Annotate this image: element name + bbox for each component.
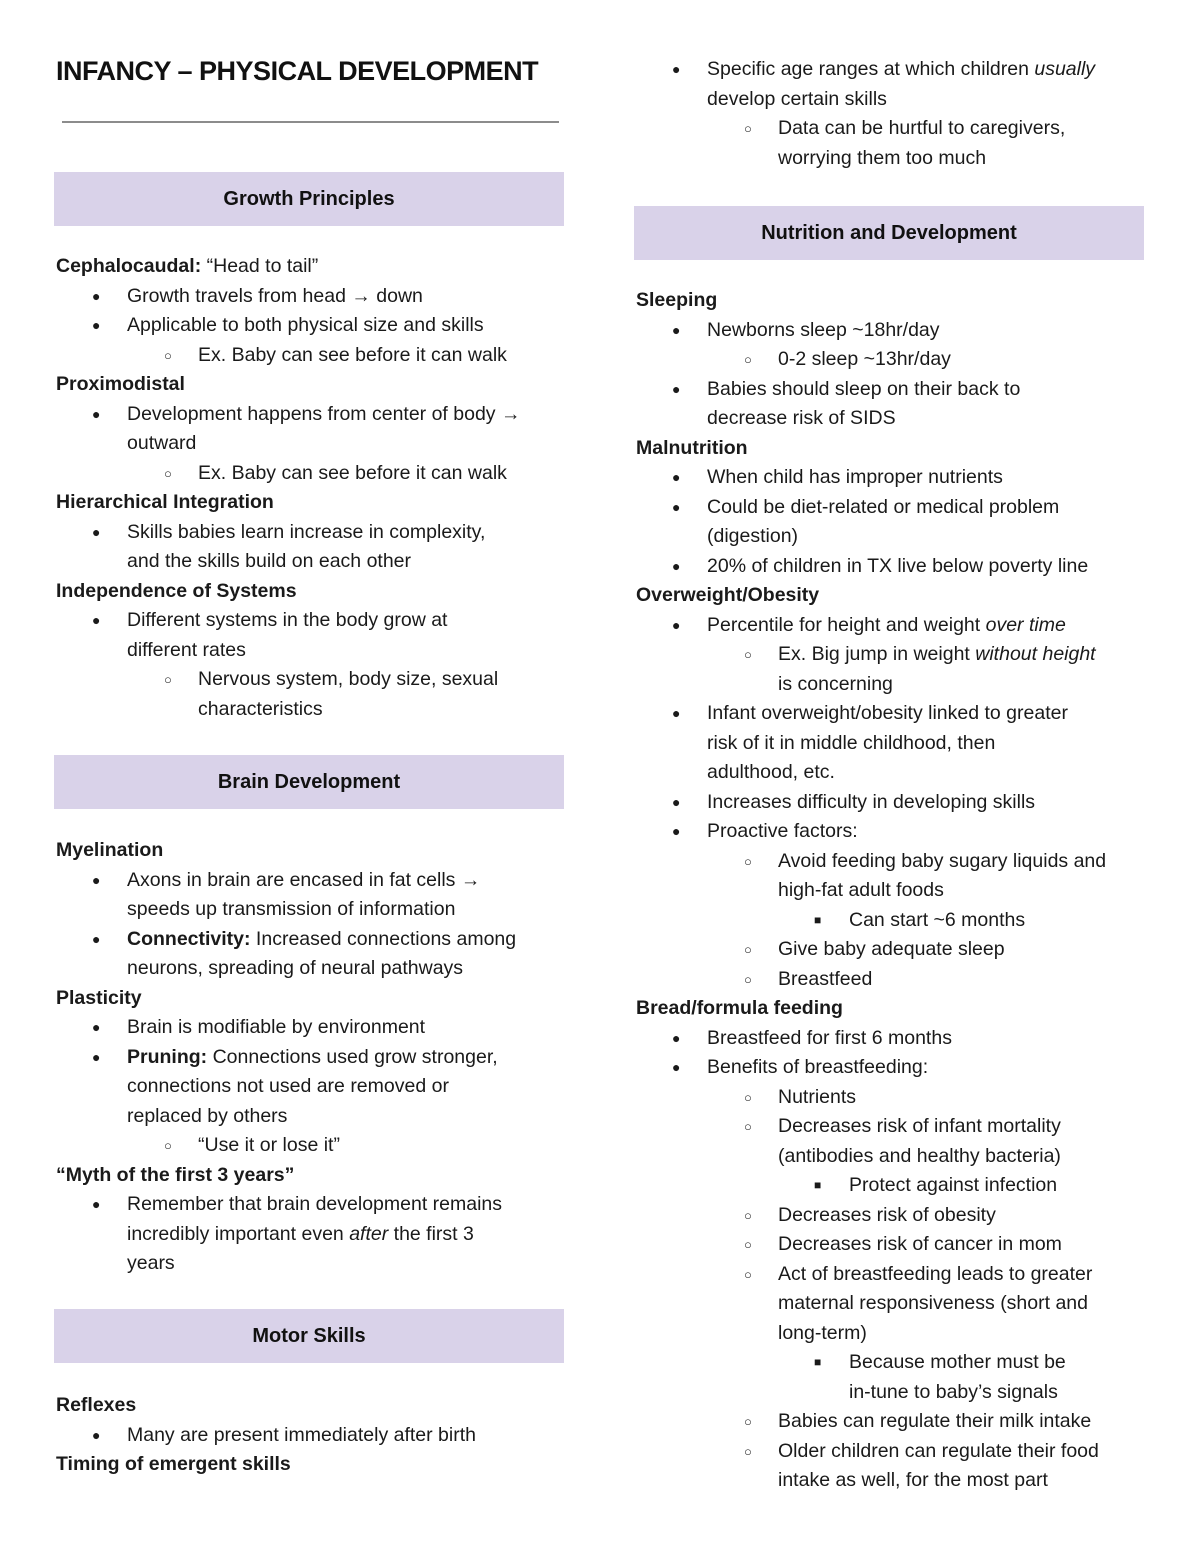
- circle-bullet-icon: ○: [744, 1237, 752, 1252]
- item-text: Breastfeed for first 6 months: [707, 1026, 952, 1049]
- circle-bullet-icon: ○: [744, 1207, 752, 1223]
- item-text: When child has improper nutrients: [707, 466, 1003, 488]
- circle-bullet-icon: ○: [164, 347, 172, 363]
- bullet-icon: ●: [92, 1196, 101, 1212]
- bullet-icon: ●: [92, 612, 101, 628]
- item-text: Specific age ranges at which children: [707, 58, 1035, 80]
- item-continuation: risk of it in middle childhood, then: [707, 731, 996, 754]
- motor-skills-content: [56, 1391, 568, 1480]
- item-text: Avoid feeding baby sugary liquids and: [778, 849, 1107, 872]
- item-text: Protect against infection: [849, 1174, 1058, 1196]
- circle-bullet-icon: ○: [744, 942, 752, 957]
- topic-heading: Malnutrition: [636, 436, 748, 459]
- item-text: Babies should sleep on their back to: [707, 377, 1021, 400]
- list-item: [56, 606, 568, 636]
- bullet-icon: ●: [672, 1059, 681, 1075]
- list-item: [56, 341, 568, 371]
- item-continuation: and the skills build on each other: [127, 550, 412, 572]
- item-text: Skills babies learn increase in complexity,: [127, 520, 486, 543]
- item-text: Act of breastfeeding leads to greater: [778, 1262, 1093, 1285]
- circle-bullet-icon: ○: [744, 1266, 752, 1282]
- list-item: [636, 1171, 1148, 1201]
- item-text: Newborns sleep ~18hr/day: [707, 318, 940, 341]
- item-continuation: worrying them too much: [778, 146, 987, 169]
- item-continuation: adulthood, etc.: [707, 761, 835, 783]
- list-item: [56, 925, 568, 955]
- circle-bullet-icon: ○: [744, 121, 752, 136]
- item-text: Give baby adequate sleep: [778, 938, 1005, 960]
- item-continuation: characteristics: [198, 697, 323, 720]
- list-item: [56, 518, 568, 548]
- motor-skills-continued: [636, 55, 1148, 173]
- item-text: Different systems in the body grow at: [127, 609, 448, 631]
- list-item: [636, 817, 1148, 847]
- item-text: Because mother must be: [849, 1351, 1066, 1373]
- item-text: 0-2 sleep ~13hr/day: [778, 348, 951, 370]
- list-item: [636, 1348, 1148, 1378]
- list-item: [56, 1131, 568, 1161]
- bullet-icon: ●: [672, 321, 681, 338]
- circle-bullet-icon: ○: [164, 1138, 172, 1153]
- bullet-icon: ●: [672, 498, 681, 515]
- list-item: [56, 1421, 568, 1451]
- item-text: Development happens from center of body →: [127, 402, 521, 425]
- item-text: Benefits of breastfeeding:: [707, 1056, 929, 1078]
- item-text: Ex. Baby can see before it can walk: [198, 343, 507, 366]
- topic-heading: Sleeping: [636, 289, 718, 311]
- list-item: [636, 1230, 1148, 1260]
- list-item: [636, 1407, 1148, 1437]
- list-item: [56, 1043, 568, 1073]
- item-text: Can start ~6 months: [849, 908, 1026, 931]
- topic-heading: Reflexes: [56, 1394, 137, 1416]
- list-item: [636, 965, 1148, 995]
- bullet-icon: ●: [672, 1029, 681, 1046]
- bullet-icon: ●: [672, 557, 681, 574]
- item-text: Ex. Big jump in weight: [778, 643, 976, 665]
- item-text: the first 3: [388, 1222, 474, 1245]
- list-item: [636, 316, 1148, 346]
- list-item: [636, 345, 1148, 375]
- item-continuation: decrease risk of SIDS: [707, 407, 896, 429]
- item-italic-text: without height: [975, 643, 1096, 665]
- list-item: [56, 459, 568, 489]
- item-continuation: connections not used are removed or: [127, 1075, 449, 1097]
- bullet-icon: ●: [672, 705, 681, 721]
- bullet-icon: ●: [92, 287, 101, 304]
- item-text: Brain is modifiable by environment: [127, 1016, 426, 1038]
- list-item: [636, 1112, 1148, 1142]
- item-text: Decreases risk of cancer in mom: [778, 1233, 1062, 1255]
- item-continuation: intake as well, for the most part: [778, 1469, 1048, 1491]
- list-item: [56, 282, 568, 312]
- square-bullet-icon: ■: [814, 1178, 822, 1192]
- circle-bullet-icon: ○: [744, 971, 752, 987]
- list-item: [636, 493, 1148, 523]
- item-continuation: long-term): [778, 1321, 867, 1344]
- item-text: Infant overweight/obesity linked to greater: [707, 702, 1068, 724]
- item-italic-text: over time: [985, 613, 1066, 636]
- list-item: [636, 552, 1148, 582]
- item-continuation: maternal responsiveness (short and: [778, 1292, 1088, 1314]
- topic-heading: “Myth of the first 3 years”: [56, 1163, 295, 1186]
- list-item: [56, 400, 568, 430]
- bullet-icon: ●: [92, 523, 101, 540]
- list-item: [56, 311, 568, 341]
- item-text: Older children can regulate their food: [778, 1439, 1099, 1462]
- list-item: [636, 55, 1148, 85]
- list-item: [56, 1190, 568, 1220]
- topic-heading: Proximodistal: [56, 373, 185, 395]
- item-continuation: [56, 1220, 568, 1250]
- list-item: [56, 665, 568, 695]
- circle-bullet-icon: ○: [744, 1119, 752, 1134]
- page-title: INFANCY – PHYSICAL DEVELOPMENT: [56, 56, 539, 86]
- item-continuation: develop certain skills: [707, 87, 887, 110]
- section-header-label: Growth Principles: [223, 187, 395, 210]
- bullet-icon: ●: [672, 61, 681, 77]
- topic-heading: Hierarchical Integration: [56, 491, 274, 513]
- item-text: Increases difficulty in developing skills: [707, 790, 1036, 813]
- item-continuation: speeds up transmission of information: [127, 898, 456, 920]
- item-text: Nutrients: [778, 1085, 857, 1108]
- item-text: Many are present immediately after birth: [127, 1423, 476, 1446]
- list-item: [636, 375, 1148, 405]
- topic-heading: Timing of emergent skills: [56, 1453, 291, 1475]
- brain-development-content: [56, 836, 568, 1279]
- topic-heading: Independence of Systems: [56, 579, 297, 602]
- bullet-icon: ●: [92, 871, 101, 888]
- bullet-icon: ●: [92, 317, 101, 333]
- item-continuation: neurons, spreading of neural pathways: [127, 957, 464, 979]
- item-text: Decreases risk of infant mortality: [778, 1115, 1061, 1137]
- item-bold-term: Connectivity:: [127, 927, 251, 950]
- circle-bullet-icon: ○: [744, 853, 752, 869]
- item-continuation: replaced by others: [127, 1104, 288, 1127]
- topic-heading: Plasticity: [56, 986, 142, 1009]
- topic-heading-rest: “Head to tail”: [201, 255, 319, 277]
- topic-heading: Overweight/Obesity: [636, 584, 820, 606]
- bullet-icon: ●: [672, 469, 681, 485]
- item-text: Connections used grow stronger,: [207, 1045, 498, 1068]
- item-continuation: in-tune to baby’s signals: [849, 1380, 1058, 1403]
- list-item: [636, 1053, 1148, 1083]
- bullet-icon: ●: [672, 823, 681, 839]
- list-item: [56, 866, 568, 896]
- section-header-label: Nutrition and Development: [761, 221, 1017, 244]
- bullet-icon: ●: [672, 380, 681, 397]
- list-item: [636, 1024, 1148, 1054]
- list-item: [636, 640, 1148, 670]
- square-bullet-icon: ■: [814, 1355, 822, 1369]
- item-text: Decreases risk of obesity: [778, 1203, 996, 1226]
- circle-bullet-icon: ○: [164, 672, 172, 687]
- item-continuation: (antibodies and healthy bacteria): [778, 1144, 1061, 1167]
- topic-heading: Myelination: [56, 839, 164, 861]
- bullet-icon: ●: [92, 405, 101, 422]
- circle-bullet-icon: ○: [164, 465, 172, 481]
- list-item: [636, 699, 1148, 729]
- circle-bullet-icon: ○: [744, 1414, 752, 1429]
- item-text: “Use it or lose it”: [198, 1134, 340, 1156]
- list-item: [636, 114, 1148, 144]
- bullet-icon: ●: [672, 616, 681, 633]
- section-header-label: Motor Skills: [252, 1324, 366, 1347]
- list-item: [636, 788, 1148, 818]
- item-text: Breastfeed: [778, 967, 873, 990]
- item-text: Applicable to both physical size and skills: [127, 314, 484, 336]
- item-text: Ex. Baby can see before it can walk: [198, 461, 507, 484]
- list-item: [636, 847, 1148, 877]
- square-bullet-icon: ■: [814, 912, 822, 927]
- item-text: Remember that brain development remains: [127, 1193, 503, 1215]
- bullet-icon: ●: [672, 793, 681, 810]
- circle-bullet-icon: ○: [744, 1443, 752, 1459]
- bullet-icon: ●: [92, 1019, 101, 1035]
- growth-principles-content: [56, 252, 568, 724]
- section-header-label: Brain Development: [217, 770, 401, 793]
- bullet-icon: ●: [92, 1048, 101, 1065]
- item-continuation: (digestion): [707, 525, 799, 547]
- item-continuation: high-fat adult foods: [778, 879, 944, 901]
- list-item: [636, 1260, 1148, 1290]
- topic-heading: Cephalocaudal:: [56, 255, 202, 277]
- topic-heading: Bread/formula feeding: [636, 997, 843, 1019]
- title-divider: [62, 121, 559, 123]
- bullet-icon: ●: [92, 1426, 101, 1443]
- item-text: Nervous system, body size, sexual: [198, 668, 499, 690]
- circle-bullet-icon: ○: [744, 1089, 752, 1105]
- list-item: [636, 1437, 1148, 1467]
- section-header-brain-development: [54, 755, 564, 809]
- item-text: Percentile for height and weight: [707, 613, 986, 636]
- item-text: 20% of children in TX live below poverty line: [707, 554, 1089, 577]
- list-item: [636, 1083, 1148, 1113]
- list-item: [636, 1201, 1148, 1231]
- circle-bullet-icon: ○: [744, 647, 752, 662]
- list-item: [56, 1013, 568, 1043]
- list-item: [636, 611, 1148, 641]
- item-bold-term: Pruning:: [127, 1045, 208, 1068]
- item-text: Could be diet-related or medical problem: [707, 495, 1060, 518]
- item-continuation: outward: [127, 432, 197, 454]
- item-italic-text: after: [349, 1222, 389, 1245]
- section-header-growth-principles: [54, 172, 564, 226]
- item-continuation: different rates: [127, 638, 246, 661]
- bullet-icon: ●: [92, 930, 101, 947]
- item-text: incredibly important even: [127, 1222, 350, 1245]
- circle-bullet-icon: ○: [744, 352, 752, 367]
- list-item: [636, 463, 1148, 493]
- item-text: Data can be hurtful to caregivers,: [778, 117, 1066, 139]
- topic-line: [56, 252, 568, 282]
- item-text: Proactive factors:: [707, 820, 858, 842]
- item-text: Increased connections among: [250, 927, 517, 950]
- list-item: [636, 906, 1148, 936]
- section-header-nutrition-and-development: [634, 206, 1144, 260]
- list-item: [636, 935, 1148, 965]
- item-continuation: is concerning: [778, 672, 893, 695]
- item-continuation: years: [127, 1252, 175, 1274]
- item-text: Axons in brain are encased in fat cells →: [127, 868, 481, 891]
- section-header-motor-skills: [54, 1309, 564, 1363]
- item-italic-text: usually: [1034, 58, 1096, 80]
- nutrition-content: [636, 286, 1148, 1496]
- item-text: Growth travels from head → down: [127, 284, 423, 307]
- item-text: Babies can regulate their milk intake: [778, 1410, 1092, 1432]
